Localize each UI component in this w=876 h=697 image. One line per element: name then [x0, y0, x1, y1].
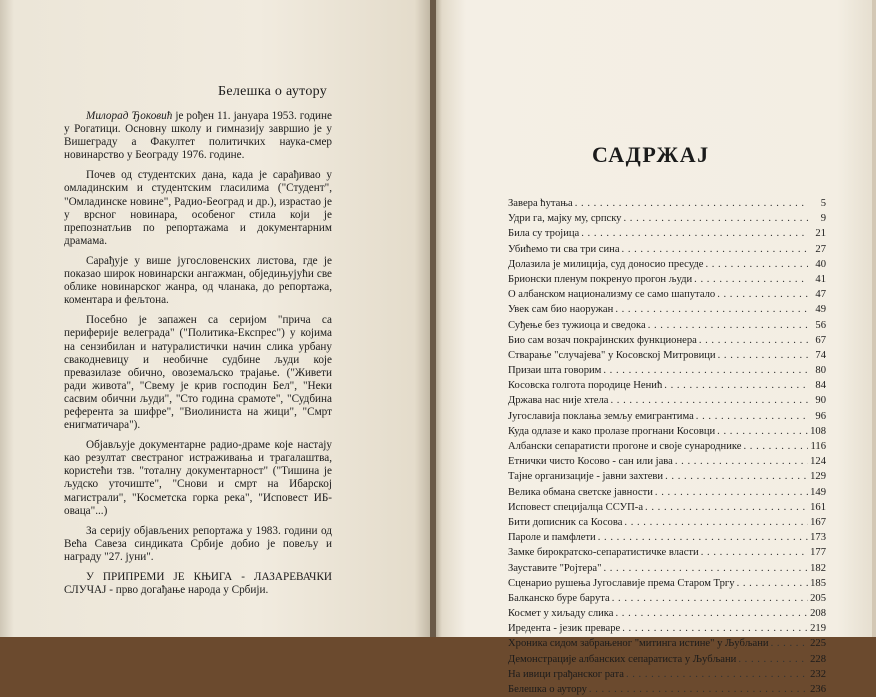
toc-page-number: 177 — [810, 547, 826, 559]
bio-paragraph — [64, 255, 332, 307]
toc-entry — [508, 257, 826, 272]
toc-page-number: 84 — [815, 380, 826, 392]
toc-leader-dots — [738, 652, 808, 667]
toc-entry — [508, 302, 826, 317]
toc-entry — [508, 606, 826, 621]
toc-entry-title: На ивици грађанског рата — [508, 668, 624, 680]
contents-title: САДРЖАЈ — [592, 142, 710, 167]
author-bio — [64, 110, 332, 604]
toc-entry-title: Држава нас није хтела — [508, 395, 609, 407]
toc-entry — [508, 454, 826, 469]
toc-entry — [508, 393, 826, 408]
toc-entry-title: Југославија поклања земљу емигрантима — [508, 410, 694, 422]
toc-leader-dots — [603, 561, 808, 576]
bio-paragraph — [64, 439, 332, 518]
toc-entry — [508, 667, 826, 682]
toc-entry — [508, 636, 826, 651]
toc-entry-title: Космет у хиљаду слика — [508, 608, 614, 620]
toc-page-number: 67 — [815, 334, 826, 346]
toc-page-number: 149 — [810, 486, 826, 498]
toc-entry-title: Бити дописник са Косова — [508, 516, 623, 528]
toc-page-number: 5 — [820, 198, 826, 209]
toc-page-number: 182 — [810, 562, 826, 574]
toc-entry — [508, 211, 826, 226]
toc-entry — [508, 333, 826, 348]
toc-entry — [508, 348, 826, 363]
toc-leader-dots — [664, 378, 808, 393]
toc-leader-dots — [612, 591, 808, 606]
toc-entry-title: Замке бирократско-сепаратистичке власти — [508, 547, 699, 559]
toc-page-number: 124 — [810, 456, 826, 468]
bio-text: Сарађује у више југословенских листова, где је показао широк новинарски ангажман, обједињујући све облике новинарског жанра, од чланака, до репортажа, коментара и фељтона. — [64, 254, 332, 307]
toc-entry — [508, 439, 826, 454]
author-name: Милорад Ђоковић — [86, 110, 173, 122]
toc-leader-dots — [717, 287, 808, 302]
toc-entry — [508, 318, 826, 333]
toc-entry-title: Била су тројица — [508, 228, 580, 240]
toc-leader-dots — [655, 485, 808, 500]
toc-entry-title: Пароле и памфлети — [508, 532, 596, 544]
toc-leader-dots — [718, 348, 808, 363]
toc-entry-title: Етнички чисто Косово - сан или јава — [508, 456, 673, 468]
toc-entry-title: Иредента - језик преваре — [508, 623, 621, 635]
toc-page-number: 225 — [810, 638, 826, 650]
toc-page-number: 80 — [815, 365, 826, 377]
toc-leader-dots — [699, 333, 808, 348]
toc-entry — [508, 424, 826, 439]
left-page — [0, 0, 432, 637]
toc-entry-title: Стварање "случајева" у Косовској Митровици — [508, 349, 716, 361]
toc-entry — [508, 652, 826, 667]
toc-page-number: 90 — [815, 395, 826, 407]
toc-entry-title: Демонстрације албанских сепаратиста у Љубљани — [508, 653, 737, 665]
toc-entry-title: О албанском национализму се само шапутало — [508, 289, 716, 301]
toc-leader-dots — [675, 454, 808, 469]
toc-page-number: 232 — [810, 668, 826, 680]
toc-leader-dots — [743, 439, 808, 454]
toc-leader-dots — [622, 242, 808, 257]
bio-paragraph — [64, 110, 332, 162]
toc-leader-dots — [705, 257, 808, 272]
table-of-contents — [508, 196, 826, 697]
bio-paragraph — [64, 314, 332, 432]
toc-page-number: 9 — [820, 213, 826, 225]
toc-page-number: 205 — [810, 592, 826, 604]
toc-entry — [508, 469, 826, 484]
toc-entry — [508, 242, 826, 257]
toc-page-number: 40 — [815, 258, 826, 270]
toc-entry-title: Косовска голгота породице Ненић — [508, 380, 663, 392]
toc-entry — [508, 272, 826, 287]
toc-page-number: 129 — [810, 471, 826, 483]
toc-entry-title: Зауставите "Ројтера" — [508, 562, 602, 574]
toc-leader-dots — [771, 636, 808, 651]
toc-entry — [508, 576, 826, 591]
toc-entry-title: Исповест специјалца ССУП-а — [508, 501, 644, 513]
toc-page-number: 96 — [815, 410, 826, 422]
toc-entry — [508, 530, 826, 545]
bio-paragraph — [64, 169, 332, 248]
toc-entry — [508, 196, 826, 211]
toc-entry-title: Албански сепаратисти прогоне и своје сународнике — [508, 441, 742, 452]
bio-paragraph — [64, 571, 332, 597]
toc-entry — [508, 363, 826, 378]
toc-leader-dots — [615, 606, 808, 621]
toc-leader-dots — [694, 272, 808, 287]
toc-page-number: 56 — [815, 319, 826, 331]
page-edge — [872, 0, 876, 637]
toc-entry — [508, 515, 826, 530]
toc-entry-title: Завера ћутања — [508, 198, 573, 209]
toc-entry — [508, 682, 826, 697]
toc-leader-dots — [623, 211, 808, 226]
toc-entry — [508, 409, 826, 424]
toc-leader-dots — [622, 621, 808, 636]
toc-entry-title: Увек сам био наоружан — [508, 304, 614, 316]
toc-page-number: 21 — [815, 228, 826, 240]
toc-leader-dots — [589, 682, 808, 697]
toc-entry-title: Убићемо ти сва три сина — [508, 243, 620, 255]
toc-leader-dots — [575, 196, 808, 211]
toc-entry — [508, 545, 826, 560]
toc-page-number: 74 — [815, 349, 826, 361]
toc-leader-dots — [615, 302, 808, 317]
toc-page-number: 161 — [810, 501, 826, 513]
toc-page-number: 173 — [810, 532, 826, 544]
toc-page-number: 167 — [810, 516, 826, 528]
toc-entry-title: Призаи шта говорим — [508, 365, 602, 377]
toc-entry — [508, 500, 826, 515]
toc-entry-title: Удри га, мајку му, српску — [508, 213, 622, 225]
toc-entry-title: Велика обмана светске јавности — [508, 486, 653, 498]
toc-page-number: 208 — [810, 608, 826, 620]
toc-leader-dots — [624, 515, 808, 530]
toc-leader-dots — [696, 409, 808, 424]
toc-page-number: 219 — [810, 623, 826, 635]
toc-entry-title: Куда одлазе и како пролазе прогнани Косовци — [508, 425, 716, 437]
toc-page-number: 228 — [810, 653, 826, 665]
toc-entry-title: Хроника сидом забрањеног "митинга истине" у Љубљани — [508, 638, 769, 650]
toc-entry — [508, 378, 826, 393]
toc-leader-dots — [598, 530, 808, 545]
bio-text: је рођен 11. јануара 1953. године у Рогатици. Основну школу и гимназију завршио је у Вишеграду а Факултет политичких наука-смер новинарство у Београду 1976. године. — [64, 110, 332, 162]
toc-page-number: 116 — [810, 441, 826, 452]
bio-text: За серију објављених репортажа у 1983. години од Већа Савеза синдиката Србије добио је повељу и награду "27. јуни". — [64, 524, 332, 563]
toc-page-number: 41 — [815, 273, 826, 285]
toc-page-number: 27 — [815, 243, 826, 255]
toc-entry-title: Балканско буре барута — [508, 592, 610, 604]
bio-paragraph — [64, 525, 332, 564]
toc-leader-dots — [717, 424, 808, 439]
toc-entry — [508, 591, 826, 606]
toc-entry — [508, 561, 826, 576]
toc-entry-title: Био сам возач покрајинских функционера — [508, 334, 697, 346]
bio-text: Почев од студентских дана, када је сарађивао у омладинским и студентским гласилима ("Студент", "Омладинске новине", Радио-Београд и др.), израстао је у врсног новинара, особеног стила који је препознатљив по репортажама и документарним драмама. — [64, 169, 332, 247]
toc-page-number: 47 — [815, 289, 826, 301]
toc-page-number: 236 — [810, 684, 826, 695]
toc-page-number: 108 — [810, 425, 826, 437]
toc-leader-dots — [665, 469, 808, 484]
toc-leader-dots — [626, 667, 808, 682]
toc-leader-dots — [610, 393, 808, 408]
toc-entry — [508, 621, 826, 636]
toc-leader-dots — [645, 500, 808, 515]
toc-leader-dots — [648, 318, 808, 333]
toc-entry-title: Суђење без тужиоца и сведока — [508, 319, 646, 331]
bio-text: Посебно је запажен са серијом "прича са периферије велеграда" ("Политика-Експрес") у којима на сензибилан и натуралистички начин слика урбану свакодневицу и необичне судбине људи које превазилазе обично, овоземаљско трајање. ("Живети ради живота", "Свему је крив господин Бел", "Неки сасвим обични људи", "Сто година срамоте", "Судбина референта за шифре", "Виолиниста на жици", "Смрт енигматичара"). — [64, 314, 332, 432]
toc-entry-title: Долазила је милиција, суд доносио пресуде — [508, 258, 704, 270]
bio-text: У ПРИПРЕМИ ЈЕ КЊИГА - ЛАЗАРЕВАЧКИ СЛУЧАЈ - прво догађање народа у Србији. — [64, 571, 332, 597]
toc-entry — [508, 226, 826, 241]
toc-entry-title: Тајне организације - јавни захтеви — [508, 471, 664, 483]
toc-page-number: 49 — [815, 304, 826, 316]
bio-text: Објављује документарне радио-драме које настају као резултат свестраног истраживања и трагалаштва, користећи тзв. "тоталну документарност" ("Тишина је људско уточиште", "Снови и смрт на Ибарској магистрали", "Косметска горка река", "Исповест ИБ-оваца"...) — [64, 439, 332, 517]
toc-entry-title: Сценарио рушења Југославије према Старом Тргу — [508, 577, 735, 589]
toc-entry-title: Белешка о аутору — [508, 684, 587, 695]
left-page-title: Белешка о аутору — [218, 84, 328, 99]
toc-leader-dots — [701, 545, 808, 560]
toc-leader-dots — [581, 226, 808, 241]
toc-leader-dots — [737, 576, 808, 591]
toc-page-number: 185 — [810, 577, 826, 589]
toc-entry — [508, 287, 826, 302]
toc-leader-dots — [603, 363, 808, 378]
toc-entry — [508, 485, 826, 500]
toc-entry-title: Брионски пленум покренуо прогон људи — [508, 273, 693, 285]
